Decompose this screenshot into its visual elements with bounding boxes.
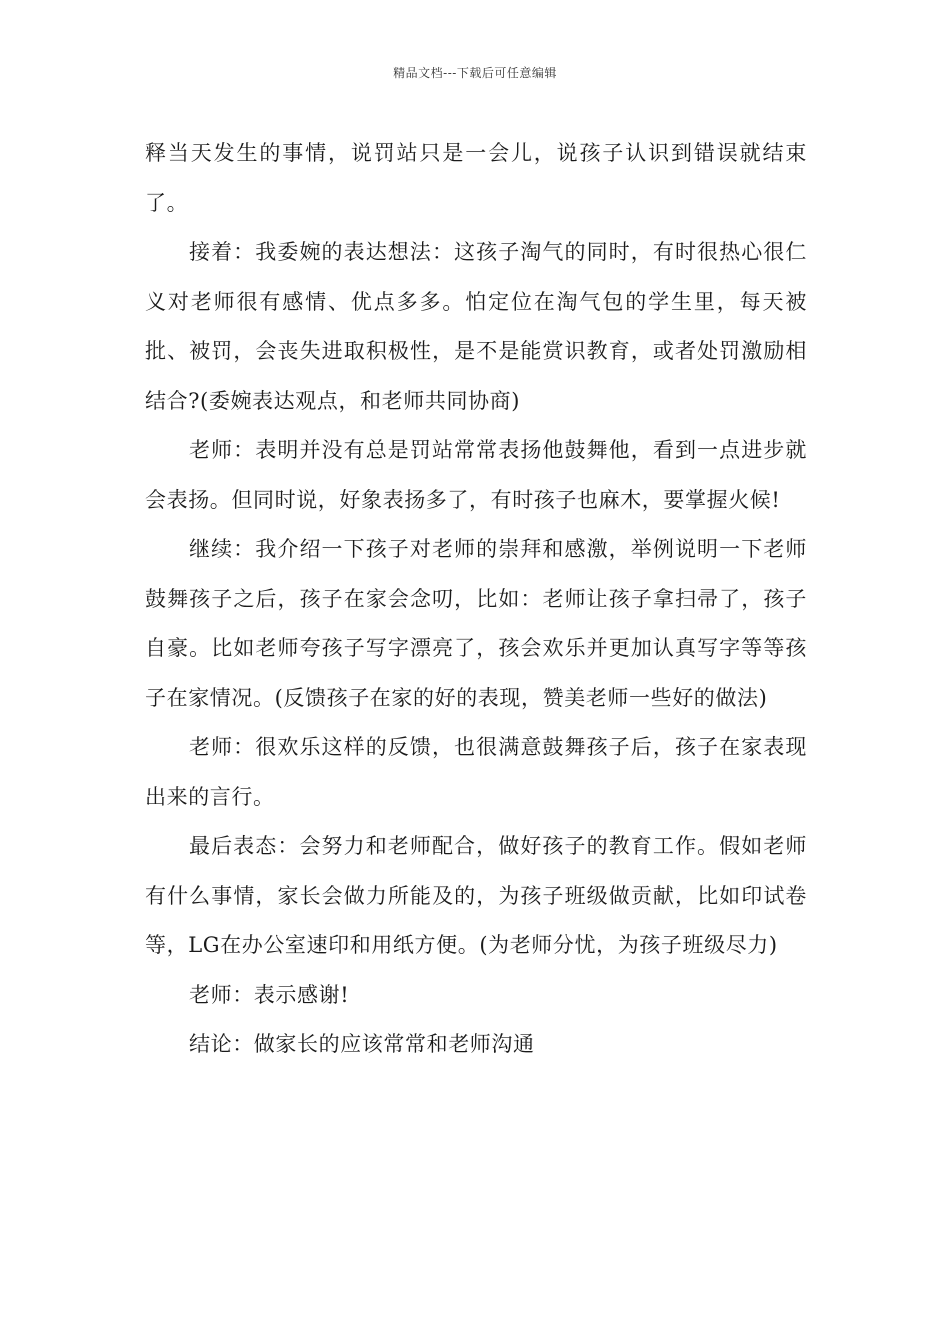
paragraph-teacher-response-2: 老师：很欢乐这样的反馈，也很满意鼓舞孩子后，孩子在家表现出来的言行。 xyxy=(145,735,807,809)
page-header: 精品文档---下载后可任意编辑 xyxy=(393,66,557,80)
document-body xyxy=(145,129,807,1070)
paragraph-teacher-response-1: 老师：表明并没有总是罚站常常表扬他鼓舞他，看到一点进步就会表扬。但同时说，好象表扬多了，有时孩子也麻木，要掌握火候! xyxy=(145,438,807,512)
paragraph-parent-suggestion: 接着：我委婉的表达想法：这孩子淘气的同时，有时很热心很仁义对老师很有感情、优点多多。怕定位在淘气包的学生里，每天被批、被罚，会丧失进取积极性，是不是能赏识教育，或者处罚激励相结合?(委婉表达观点，和老师共同协商) xyxy=(145,240,807,413)
paragraph-parent-feedback: 继续：我介绍一下孩子对老师的崇拜和感激，举例说明一下老师鼓舞孩子之后，孩子在家会念叨，比如：老师让孩子拿扫帚了，孩子自豪。比如老师夸孩子写字漂亮了，孩会欢乐并更加认真写字等等孩子在家情况。(反馈孩子在家的好的表现，赞美老师一些好的做法) xyxy=(145,537,807,710)
paragraph-continuation: 释当天发生的事情，说罚站只是一会儿，说孩子认识到错误就结束了。 xyxy=(145,141,807,215)
paragraph-conclusion: 结论：做家长的应该常常和老师沟通 xyxy=(189,1032,535,1056)
paragraph-final-statement: 最后表态：会努力和老师配合，做好孩子的教育工作。假如老师有什么事情，家长会做力所能及的，为孩子班级做贡献，比如印试卷等，LG在办公室速印和用纸方便。(为老师分忧，为孩子班级尽力) xyxy=(145,834,807,957)
paragraph-teacher-thanks: 老师：表示感谢! xyxy=(189,982,350,1007)
